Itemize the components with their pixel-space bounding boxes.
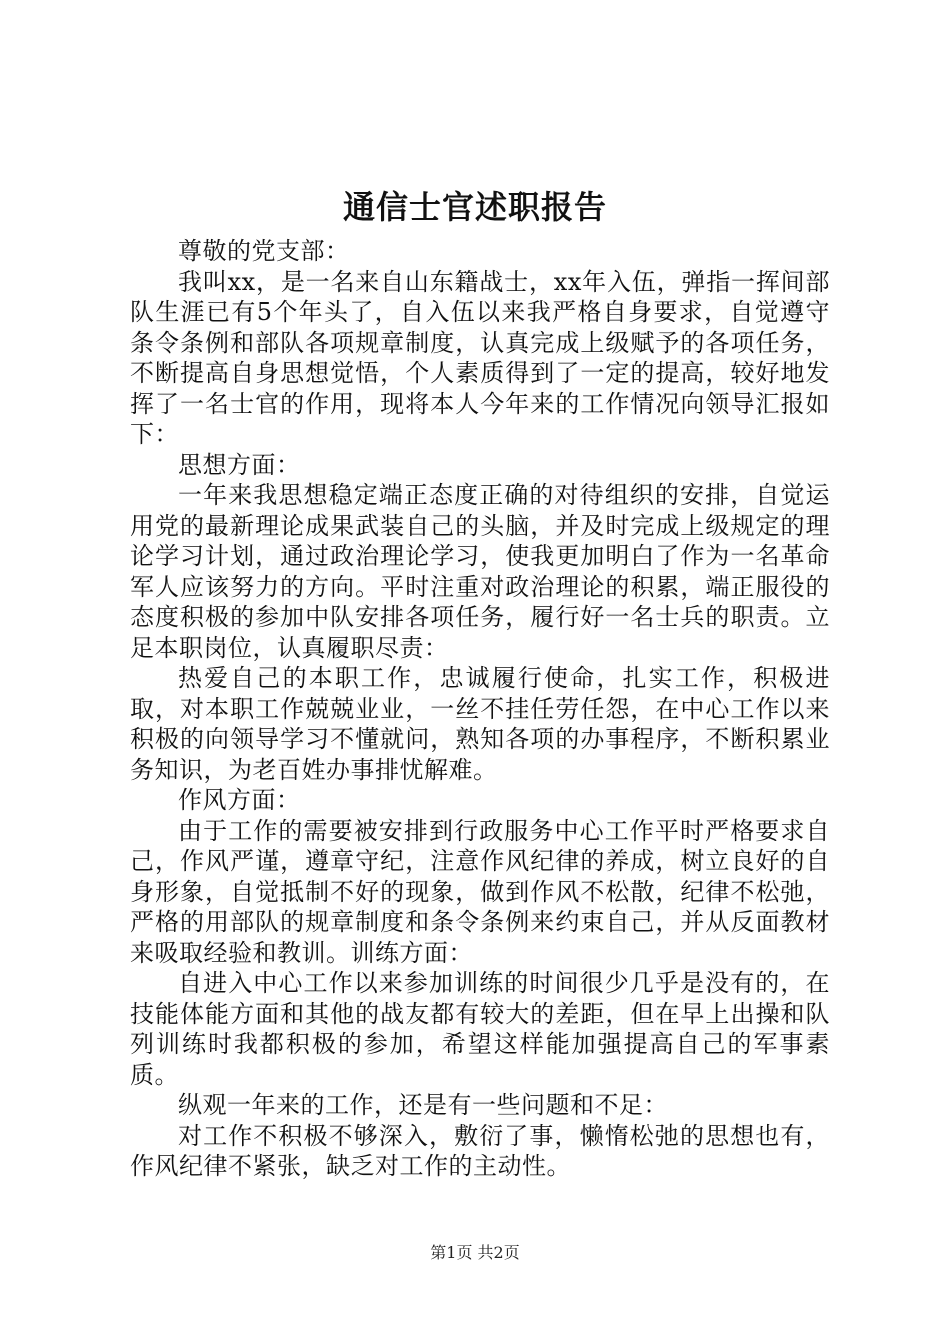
work-paragraph: 热爱自己的本职工作，忠诚履行使命，扎实工作，积极进取，对本职工作兢兢业业，一丝不挂任劳任怨，在中心工作以来积极的向领导学习不懂就问，熟知各项的办事程序，不断积累业务知识，为老百姓办事排忧解难。 [130, 664, 830, 784]
thought-paragraph: 一年来我思想稳定端正态度正确的对待组织的安排，自觉运用党的最新理论成果武装自己的头脑，并及时完成上级规定的理论学习计划，通过政治理论学习，使我更加明白了作为一名革命军人应该努力的方向。平时注重对政治理论的积累，端正服役的态度积极的参加中队安排各项任务，履行好一名士兵的职责。立足本职岗位，认真履职尽责： [130, 481, 830, 662]
document-body [130, 236, 830, 1182]
introduction-paragraph: 我叫xx，是一名来自山东籍战士，xx年入伍，弹指一挥间部队生涯已有5个年头了，自入伍以来我严格自身要求，自觉遵守条令条例和部队各项规章制度，认真完成上级赋予的各项任务，不断提高自身思想觉悟，个人素质得到了一定的提高，较好地发挥了一名士官的作用，现将本人今年来的工作情况向领导汇报如下： [130, 267, 830, 448]
style-paragraph: 由于工作的需要被安排到行政服务中心工作平时严格要求自己，作风严谨，遵章守纪，注意作风纪律的养成，树立良好的自身形象，自觉抵制不好的现象，做到作风不松散，纪律不松弛，严格的用部队的规章制度和条令条例来约束自己，并从反面教材来吸取经验和教训。训练方面： [130, 816, 830, 967]
section-heading-thought: 思想方面： [178, 450, 301, 479]
salutation-paragraph: 尊敬的党支部： [178, 237, 350, 265]
shortcomings-paragraph: 对工作不积极不够深入，敷衍了事，懒惰松弛的思想也有，作风纪律不紧张，缺乏对工作的主动性。 [130, 1121, 830, 1180]
document-title: 通信士官述职报告 [342, 188, 607, 226]
review-paragraph: 纵观一年来的工作，还是有一些问题和不足： [178, 1091, 668, 1119]
section-heading-style: 作风方面： [178, 786, 301, 814]
training-paragraph: 自进入中心工作以来参加训练的时间很少几乎是没有的，在技能体能方面和其他的战友都有较大的差距，但在早上出操和队列训练时我都积极的参加，希望这样能加强提高自己的军事素质。 [130, 969, 830, 1089]
page-footer: 第1页 共2页 [430, 1243, 520, 1262]
